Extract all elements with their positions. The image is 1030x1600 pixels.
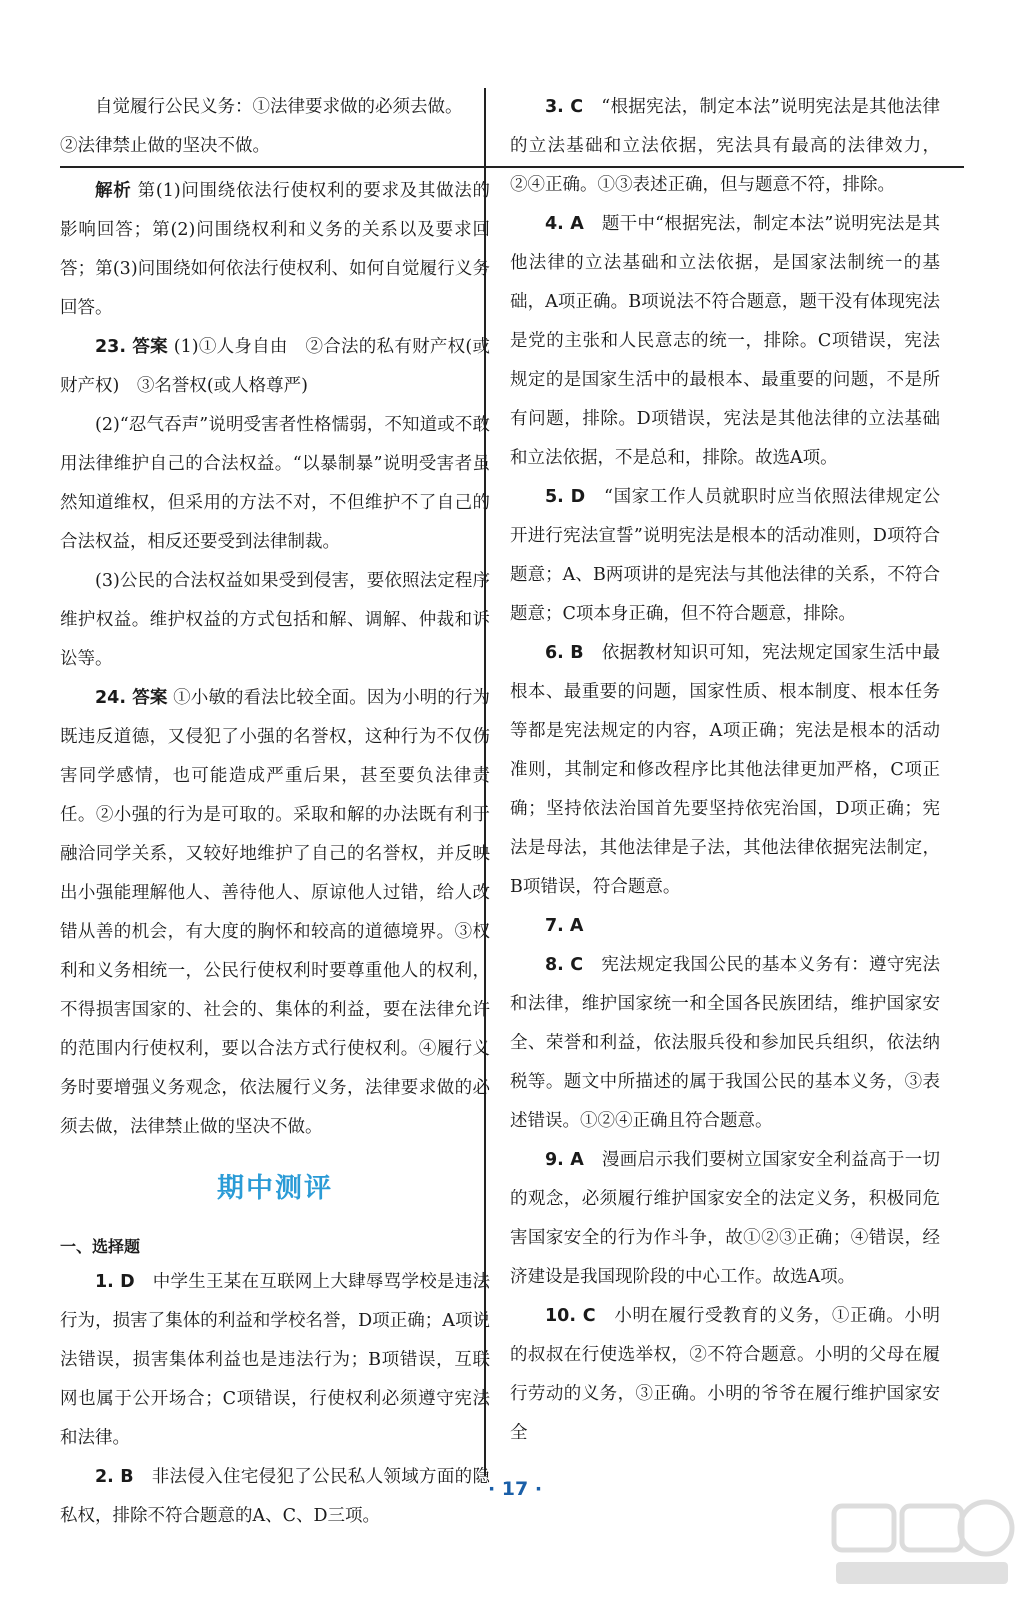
section-title: 一、选择题 [60, 1237, 141, 1256]
q10-text: 小明在履行受教育的义务，①正确。小明的叔叔在行使选举权，②不符合题意。小明的父母在履行劳动的义务，③正确。小明的爷爷在履行维护国家安全 [510, 1306, 941, 1443]
q5-text: “国家工作人员就职时应当依照法律规定公开进行宪法宣誓”说明宪法是根本的活动准则，D项符合题意；A、B两项讲的是宪法与其他法律的关系，不符合题意；C项本身正确，但不符合题意，排除。 [510, 487, 940, 624]
q24-label: 24. 答案 [95, 688, 168, 708]
q23-label: 23. 答案 [95, 337, 168, 357]
q23-part1-text: (1)①人身自由 ②合法的私有财产权(或财产权) ③名誉权(或人格尊严) [60, 337, 490, 396]
q9-label: 9. A [545, 1150, 584, 1170]
q4-text: 题干中“根据宪法，制定本法”说明宪法是其他法律的立法基础和立法依据，是国家法制统一的基础，A项正确。B项说法不符合题意，题干没有体现宪法是党的主张和人民意志的统一，排除。C项错误，宪法规定的是国家生活中的最根本、最重要的问题，不是所有问题，排除。D项错误，宪法是其他法律的立法基础和立法依据，不是总和，排除。故选A项。 [510, 214, 940, 468]
q24-text: ①小敏的看法比较全面。因为小明的行为既违反道德，又侵犯了小强的名誉权，这种行为不仅伤害同学感情，也可能造成严重后果，甚至要负法律责任。②小强的行为是可取的。采取和解的办法既有利于融洽同学关系，又较好地维护了自己的名誉权，并反映出小强能理解他人、善待他人、原谅他人过错，给人改错从善的机会，有大度的胸怀和较高的道德境界。③权利和义务相统一，公民行使权利时要尊重他人的权利，不得损害国家的、社会的、集体的利益，要在法律允许的范围内行使权利，要以合法方式行使权利。④履行义务时要增强义务观念，依法履行义务，法律要求做的必须去做，法律禁止做的坚决不做。 [60, 688, 491, 1137]
q9-text: 漫画启示我们要树立国家安全利益高于一切的观念，必须履行维护国家安全的法定义务，积极同危害国家安全的行为作斗争，故①②③正确；④错误，经济建设是我国现阶段的中心工作。故选A项。 [510, 1150, 941, 1287]
watermark-logo [826, 1492, 1016, 1592]
q3-text: “根据宪法，制定本法”说明宪法是其他法律的立法基础和立法依据，宪法具有最高的法律效力，②④正确。①③表述正确，但与题意不符，排除。 [510, 97, 940, 195]
analysis-label: 解析 [95, 181, 132, 201]
q6-text: 依据教材知识可知，宪法规定国家生活中最根本、最重要的问题，国家性质、根本制度、根本任务等都是宪法规定的内容，A项正确；宪法是根本的活动准则，其制定和修改程序比其他法律更加严格，C项正确；坚持依法治国首先要坚持依宪治国，D项正确；宪法是母法，其他法律是子法，其他法律依据宪法制定，B项错误，符合题意。 [510, 643, 941, 897]
q8-label: 8. C [545, 955, 584, 975]
q23-part1 [60, 328, 490, 406]
analysis-paragraph [60, 172, 490, 328]
q10-answer [510, 1297, 940, 1453]
q7-label: 7. A [545, 916, 584, 936]
q1-label: 1. D [95, 1272, 135, 1292]
q5-answer [510, 478, 940, 634]
q23-part3: (3)公民的合法权益如果受到侵害，要依照法定程序维护权益。维护权益的方式包括和解、调解、仲裁和诉讼等。 [60, 571, 490, 669]
carry-line-2: ②法律禁止做的坚决不做。 [60, 136, 270, 156]
q9-answer [510, 1141, 940, 1297]
q3-label: 3. C [545, 97, 584, 117]
q24-answer [60, 679, 490, 1147]
page-number: · 17 · [487, 1478, 543, 1500]
q4-answer [510, 205, 940, 478]
q2-text: 非法侵入住宅侵犯了公民私人领域方面的隐私权，排除不符合题意的A、C、D三项。 [60, 1467, 491, 1526]
q6-label: 6. B [545, 643, 584, 663]
q4-label: 4. A [545, 214, 584, 234]
left-column [60, 88, 490, 1536]
right-column [510, 88, 940, 1453]
q8-text: 宪法规定我国公民的基本义务有：遵守宪法和法律，维护国家统一和全国各民族团结，维护国家安全、荣誉和利益，依法服兵役和参加民兵组织，依法纳税等。题文中所描述的属于我国公民的基本义务，③表述错误。①②④正确且符合题意。 [510, 955, 941, 1131]
carry-line-1: 自觉履行公民义务：①法律要求做的必须去做。 [95, 97, 463, 117]
q5-label: 5. D [545, 487, 586, 507]
q8-answer [510, 946, 940, 1141]
q10-label: 10. C [545, 1306, 596, 1326]
q2-label: 2. B [95, 1467, 134, 1487]
q7-answer [510, 907, 940, 946]
q6-answer [510, 634, 940, 907]
q23-part2: (2)“忍气吞声”说明受害者性格懦弱，不知道或不敢用法律维护自己的合法权益。“以暴制暴”说明受害者虽然知道维权，但采用的方法不对，不但维护不了自己的合法权益，相反还要受到法律制裁。 [60, 415, 490, 552]
q1-answer [60, 1263, 490, 1458]
q1-text: 中学生王某在互联网上大肆辱骂学校是违法行为，损害了集体的利益和学校名誉，D项正确；A项说法错误，损害集体利益也是违法行为；B项错误，互联网也属于公开场合；C项错误，行使权利必须遵守宪法和法律。 [60, 1272, 491, 1448]
q3-answer [510, 88, 940, 205]
section-heading: 期中测评 [217, 1173, 333, 1204]
analysis-text: 第(1)问围绕依法行使权利的要求及其做法的影响回答；第(2)问围绕权利和义务的关系以及要求回答；第(3)问围绕如何依法行使权利、如何自觉履行义务回答。 [60, 181, 490, 318]
